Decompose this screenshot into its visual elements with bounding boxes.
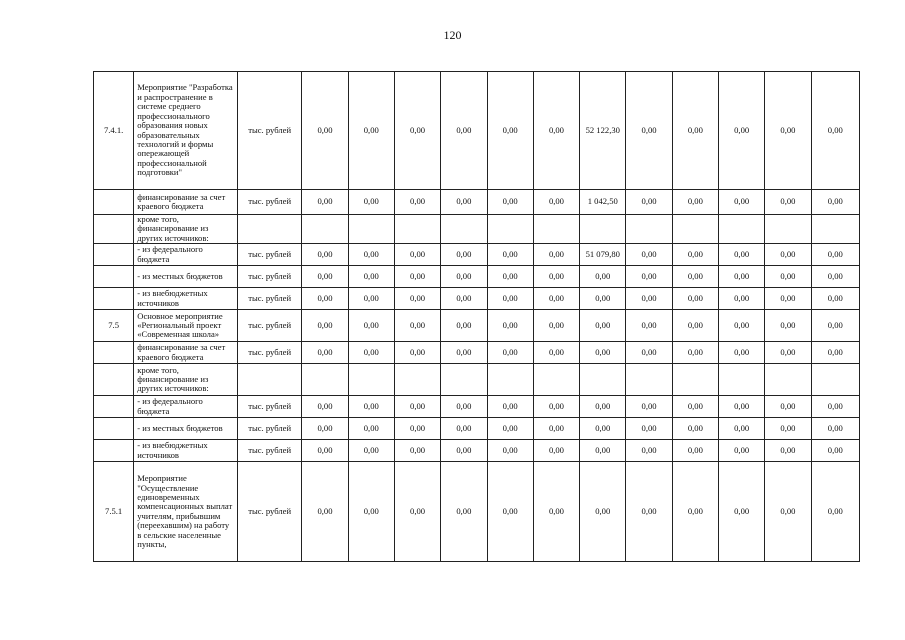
- value-cell: [441, 364, 487, 396]
- value-cell: 0,00: [302, 342, 348, 364]
- row-description: кроме того, финансирование из других источников:: [134, 364, 238, 396]
- value-cell: 0,00: [533, 190, 579, 215]
- value-cell: 0,00: [811, 310, 859, 342]
- row-code: [94, 396, 134, 418]
- value-cell: [487, 215, 533, 244]
- value-cell: 0,00: [672, 418, 718, 440]
- row-description: Мероприятие "Разработка и распространение в системе среднего профессионального образования новых образовательных технологий и формы опережающей профессиональной подготовки": [134, 72, 238, 190]
- value-cell: 0,00: [626, 440, 672, 462]
- value-cell: 0,00: [533, 396, 579, 418]
- value-cell: 0,00: [394, 266, 440, 288]
- row-unit: тыс. рублей: [237, 190, 301, 215]
- value-cell: 0,00: [533, 266, 579, 288]
- value-cell: 0,00: [533, 244, 579, 266]
- value-cell: 0,00: [302, 72, 348, 190]
- value-cell: 0,00: [487, 244, 533, 266]
- value-cell: [302, 215, 348, 244]
- value-cell: 0,00: [441, 310, 487, 342]
- value-cell: 0,00: [580, 440, 626, 462]
- table-row: [94, 342, 860, 364]
- value-cell: 0,00: [441, 342, 487, 364]
- value-cell: 0,00: [765, 288, 811, 310]
- value-cell: 0,00: [348, 342, 394, 364]
- row-code: [94, 342, 134, 364]
- value-cell: [394, 364, 440, 396]
- value-cell: 0,00: [487, 190, 533, 215]
- value-cell: 0,00: [765, 440, 811, 462]
- value-cell: 0,00: [672, 190, 718, 215]
- value-cell: 0,00: [487, 266, 533, 288]
- value-cell: 0,00: [394, 462, 440, 562]
- row-description: - из федерального бюджета: [134, 244, 238, 266]
- value-cell: 0,00: [441, 190, 487, 215]
- value-cell: [348, 364, 394, 396]
- value-cell: 0,00: [348, 72, 394, 190]
- value-cell: 0,00: [394, 342, 440, 364]
- value-cell: 0,00: [580, 342, 626, 364]
- value-cell: 0,00: [719, 418, 765, 440]
- row-unit: тыс. рублей: [237, 266, 301, 288]
- value-cell: 0,00: [533, 342, 579, 364]
- value-cell: 0,00: [487, 462, 533, 562]
- page-number: 120: [443, 28, 462, 42]
- row-unit: тыс. рублей: [237, 244, 301, 266]
- value-cell: [302, 364, 348, 396]
- value-cell: [348, 215, 394, 244]
- value-cell: 0,00: [765, 190, 811, 215]
- row-code: 7.5.1: [94, 462, 134, 562]
- value-cell: 0,00: [765, 72, 811, 190]
- value-cell: 0,00: [672, 244, 718, 266]
- table-row: [94, 190, 860, 215]
- value-cell: 0,00: [348, 288, 394, 310]
- table-row: [94, 364, 860, 396]
- value-cell: [719, 364, 765, 396]
- value-cell: 0,00: [811, 288, 859, 310]
- value-cell: 0,00: [626, 288, 672, 310]
- table-row: [94, 418, 860, 440]
- row-description: - из местных бюджетов: [134, 266, 238, 288]
- value-cell: [487, 364, 533, 396]
- table-row: [94, 288, 860, 310]
- row-code: [94, 190, 134, 215]
- budget-table: [93, 71, 860, 562]
- value-cell: 0,00: [441, 440, 487, 462]
- row-description: Основное мероприятие «Региональный проект «Современная школа»: [134, 310, 238, 342]
- row-code: [94, 364, 134, 396]
- value-cell: 0,00: [672, 288, 718, 310]
- value-cell: 0,00: [487, 342, 533, 364]
- table-row: [94, 396, 860, 418]
- table-row: [94, 266, 860, 288]
- value-cell: 0,00: [719, 266, 765, 288]
- value-cell: [441, 215, 487, 244]
- value-cell: 0,00: [719, 462, 765, 562]
- value-cell: 0,00: [394, 288, 440, 310]
- value-cell: [533, 364, 579, 396]
- value-cell: 0,00: [487, 440, 533, 462]
- value-cell: 0,00: [719, 72, 765, 190]
- value-cell: 0,00: [533, 440, 579, 462]
- value-cell: 0,00: [441, 418, 487, 440]
- table-body: [94, 72, 860, 562]
- value-cell: 51 079,80: [580, 244, 626, 266]
- value-cell: 0,00: [626, 342, 672, 364]
- table-row: [94, 310, 860, 342]
- value-cell: 0,00: [394, 396, 440, 418]
- value-cell: [672, 215, 718, 244]
- value-cell: 0,00: [533, 72, 579, 190]
- value-cell: 0,00: [811, 462, 859, 562]
- value-cell: 0,00: [765, 342, 811, 364]
- row-description: финансирование за счет краевого бюджета: [134, 342, 238, 364]
- row-code: [94, 288, 134, 310]
- value-cell: 0,00: [811, 266, 859, 288]
- row-description: финансирование за счет краевого бюджета: [134, 190, 238, 215]
- value-cell: 0,00: [441, 462, 487, 562]
- row-unit: тыс. рублей: [237, 396, 301, 418]
- value-cell: [580, 364, 626, 396]
- value-cell: 0,00: [719, 288, 765, 310]
- value-cell: [580, 215, 626, 244]
- value-cell: 0,00: [394, 440, 440, 462]
- row-code: [94, 215, 134, 244]
- value-cell: 0,00: [672, 462, 718, 562]
- value-cell: 0,00: [672, 266, 718, 288]
- value-cell: 0,00: [580, 310, 626, 342]
- value-cell: 0,00: [302, 462, 348, 562]
- row-unit: [237, 215, 301, 244]
- value-cell: [626, 215, 672, 244]
- value-cell: 0,00: [719, 244, 765, 266]
- row-code: [94, 418, 134, 440]
- value-cell: 0,00: [580, 462, 626, 562]
- row-description: кроме того, финансирование из других источников:: [134, 215, 238, 244]
- row-code: [94, 266, 134, 288]
- value-cell: 0,00: [348, 190, 394, 215]
- value-cell: 0,00: [394, 72, 440, 190]
- value-cell: 0,00: [626, 72, 672, 190]
- value-cell: 0,00: [533, 288, 579, 310]
- value-cell: 0,00: [348, 440, 394, 462]
- value-cell: 0,00: [672, 396, 718, 418]
- value-cell: 0,00: [765, 462, 811, 562]
- value-cell: 0,00: [533, 462, 579, 562]
- row-code: 7.5: [94, 310, 134, 342]
- value-cell: 0,00: [302, 396, 348, 418]
- value-cell: [626, 364, 672, 396]
- row-unit: [237, 364, 301, 396]
- value-cell: 0,00: [441, 396, 487, 418]
- value-cell: 0,00: [302, 288, 348, 310]
- row-description: - из внебюджетных источников: [134, 440, 238, 462]
- value-cell: 0,00: [441, 266, 487, 288]
- value-cell: 0,00: [811, 396, 859, 418]
- value-cell: 0,00: [672, 310, 718, 342]
- value-cell: 0,00: [626, 462, 672, 562]
- table-row: [94, 440, 860, 462]
- row-description: - из федерального бюджета: [134, 396, 238, 418]
- value-cell: 0,00: [441, 244, 487, 266]
- row-unit: тыс. рублей: [237, 342, 301, 364]
- value-cell: 0,00: [441, 72, 487, 190]
- row-unit: тыс. рублей: [237, 72, 301, 190]
- value-cell: 0,00: [348, 418, 394, 440]
- value-cell: 0,00: [394, 310, 440, 342]
- value-cell: 0,00: [811, 342, 859, 364]
- value-cell: 0,00: [487, 396, 533, 418]
- value-cell: 0,00: [348, 462, 394, 562]
- row-description: Мероприятие "Осуществление единовременных компенсационных выплат учителям, прибывшим (переехавшим) на работу в сельские населенные пункты,: [134, 462, 238, 562]
- row-unit: тыс. рублей: [237, 418, 301, 440]
- table-row: [94, 462, 860, 562]
- value-cell: 0,00: [811, 72, 859, 190]
- value-cell: [719, 215, 765, 244]
- value-cell: 0,00: [765, 266, 811, 288]
- value-cell: 0,00: [302, 244, 348, 266]
- value-cell: [533, 215, 579, 244]
- value-cell: 0,00: [811, 190, 859, 215]
- value-cell: 0,00: [626, 266, 672, 288]
- row-code: [94, 244, 134, 266]
- value-cell: 0,00: [765, 418, 811, 440]
- value-cell: [765, 364, 811, 396]
- value-cell: 0,00: [580, 266, 626, 288]
- value-cell: 0,00: [441, 288, 487, 310]
- value-cell: 0,00: [672, 342, 718, 364]
- value-cell: 0,00: [626, 396, 672, 418]
- value-cell: [394, 215, 440, 244]
- table-row: [94, 244, 860, 266]
- value-cell: 0,00: [626, 244, 672, 266]
- value-cell: 0,00: [811, 440, 859, 462]
- value-cell: 0,00: [533, 418, 579, 440]
- value-cell: 0,00: [487, 72, 533, 190]
- value-cell: 0,00: [765, 310, 811, 342]
- value-cell: 0,00: [811, 418, 859, 440]
- value-cell: [672, 364, 718, 396]
- value-cell: 0,00: [533, 310, 579, 342]
- value-cell: 0,00: [394, 244, 440, 266]
- value-cell: 0,00: [719, 440, 765, 462]
- value-cell: 0,00: [302, 190, 348, 215]
- value-cell: 0,00: [302, 440, 348, 462]
- row-unit: тыс. рублей: [237, 440, 301, 462]
- value-cell: 52 122,30: [580, 72, 626, 190]
- value-cell: 0,00: [580, 288, 626, 310]
- value-cell: 0,00: [580, 396, 626, 418]
- value-cell: 0,00: [348, 244, 394, 266]
- value-cell: 0,00: [765, 396, 811, 418]
- value-cell: [811, 364, 859, 396]
- value-cell: [765, 215, 811, 244]
- row-unit: тыс. рублей: [237, 310, 301, 342]
- value-cell: 0,00: [672, 440, 718, 462]
- row-code: 7.4.1.: [94, 72, 134, 190]
- value-cell: 0,00: [626, 310, 672, 342]
- value-cell: 0,00: [580, 418, 626, 440]
- value-cell: 0,00: [719, 190, 765, 215]
- value-cell: 0,00: [487, 310, 533, 342]
- value-cell: 0,00: [719, 310, 765, 342]
- value-cell: 0,00: [765, 244, 811, 266]
- value-cell: 0,00: [719, 396, 765, 418]
- value-cell: 0,00: [719, 342, 765, 364]
- row-description: - из внебюджетных источников: [134, 288, 238, 310]
- value-cell: 0,00: [672, 72, 718, 190]
- table-row: [94, 72, 860, 190]
- value-cell: 0,00: [302, 310, 348, 342]
- value-cell: 0,00: [626, 190, 672, 215]
- row-description: - из местных бюджетов: [134, 418, 238, 440]
- row-code: [94, 440, 134, 462]
- value-cell: 0,00: [348, 310, 394, 342]
- value-cell: 0,00: [302, 418, 348, 440]
- row-unit: тыс. рублей: [237, 288, 301, 310]
- value-cell: 0,00: [394, 418, 440, 440]
- value-cell: 0,00: [302, 266, 348, 288]
- value-cell: 0,00: [394, 190, 440, 215]
- value-cell: 0,00: [487, 418, 533, 440]
- value-cell: 0,00: [348, 266, 394, 288]
- value-cell: [811, 215, 859, 244]
- value-cell: 0,00: [811, 244, 859, 266]
- row-unit: тыс. рублей: [237, 462, 301, 562]
- value-cell: 1 042,50: [580, 190, 626, 215]
- value-cell: 0,00: [487, 288, 533, 310]
- value-cell: 0,00: [348, 396, 394, 418]
- value-cell: 0,00: [626, 418, 672, 440]
- table-row: [94, 215, 860, 244]
